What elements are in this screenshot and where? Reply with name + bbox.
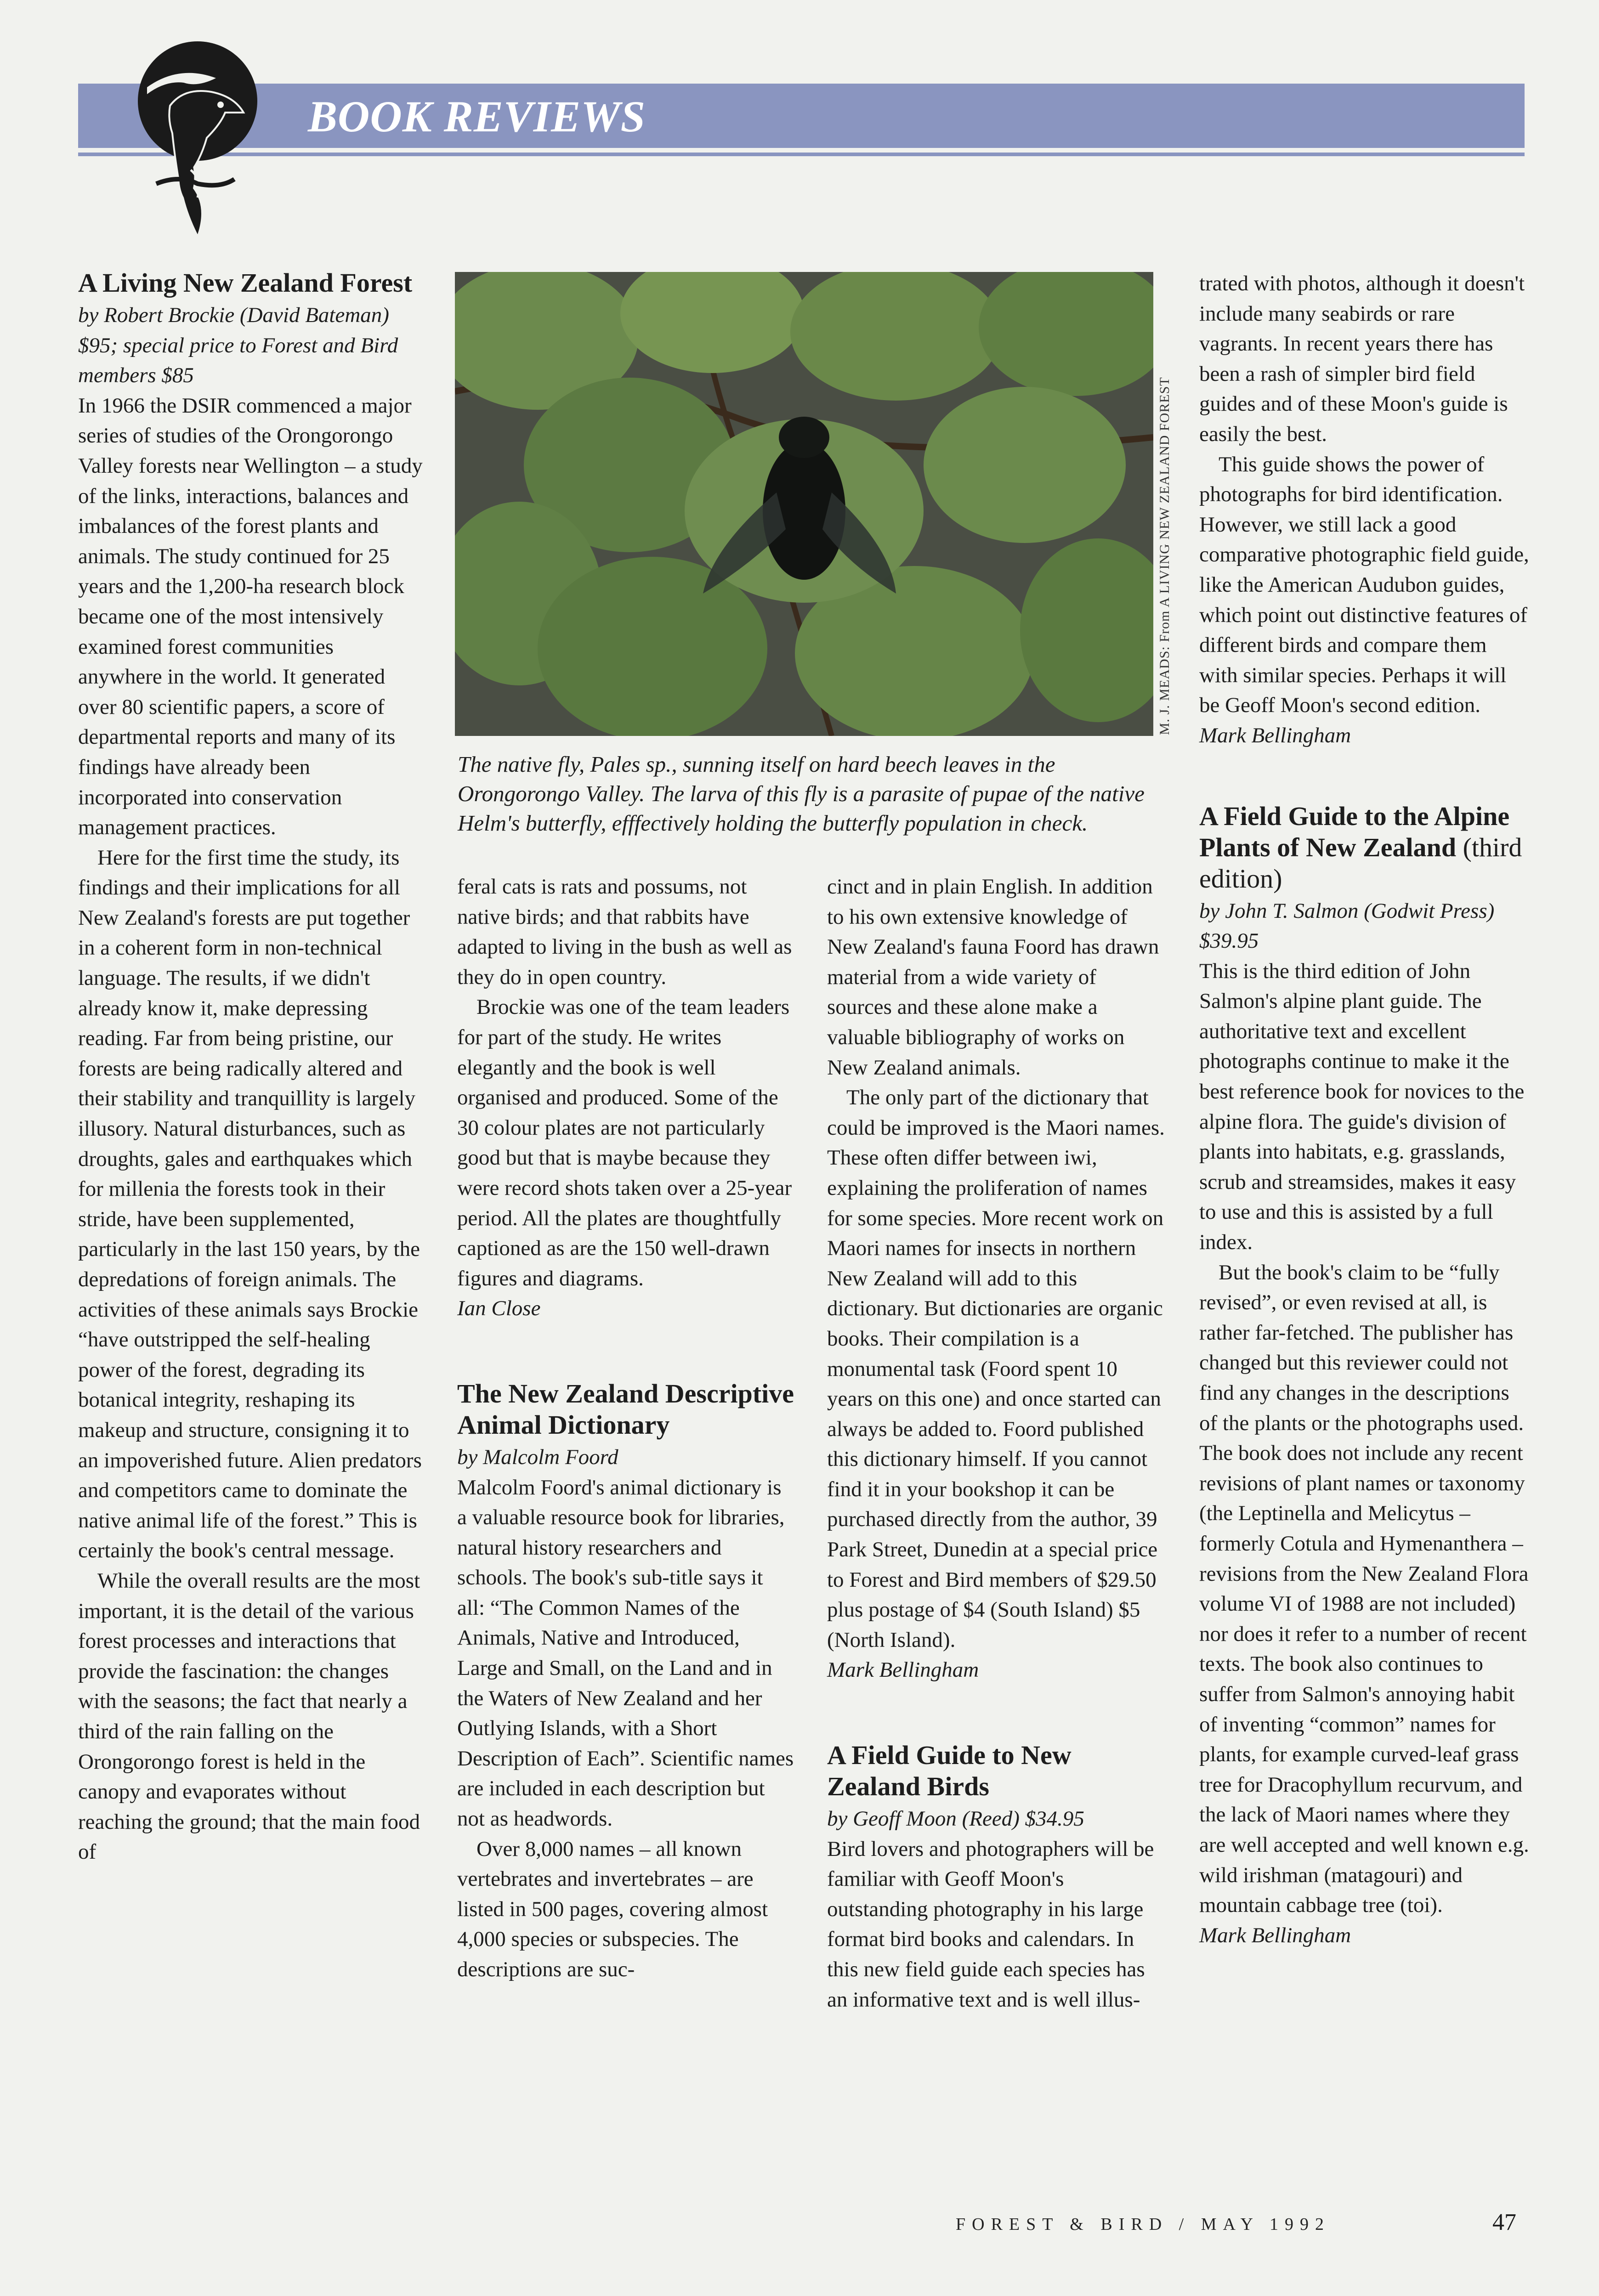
publication-footer: FOREST & BIRD / MAY 1992	[956, 2215, 1330, 2234]
column-3	[827, 872, 1165, 2015]
reviewer-name: Mark Bellingham	[1199, 1923, 1351, 1947]
column-1	[78, 267, 423, 1867]
review-paragraph: In 1966 the DSIR commenced a major series of studies of the Orongorongo Valley forests near Wellington – a study of the links, interactions, balances and imbalances of the forest plants and animals. The study continued for 25 years and the 1,200-ha research block became one of the most intensively examined forest communities anywhere in the world. It generated over 80 scientific papers, a score of departmental reports and many of its findings have already been incorporated into conservation management practices.	[78, 393, 423, 840]
review-paragraph: trated with photos, although it doesn't include many seabirds or rare vagrants. In recent years there has been a rash of simpler bird field guides and of these Moon's guide is easily the best.	[1199, 271, 1525, 446]
review-paragraph: cinct and in plain English. In addition to his own extensive knowledge of New Zealand's fauna Foord has drawn material from a wide variety of sources and these alone make a valuable bibliography of works on New Zealand animals.	[827, 875, 1159, 1080]
fly-on-beech-leaves-photo	[455, 272, 1153, 736]
review-paragraph: Over 8,000 names – all known vertebrates and invertebrates – are listed in 500 pages, covering almost 4,000 species or subspecies. The descriptions are suc-	[457, 1837, 768, 1981]
review-byline: by Malcolm Foord	[457, 1445, 618, 1469]
review-paragraph: This is the third edition of John Salmon's alpine plant guide. The authoritative text and excellent photographs continue to make it the best reference book for novices to the alpine flora. The guide's division of plants into habitats, e.g. grasslands, scrub and streamsides, makes it easy to use and this is assisted by a full index.	[1199, 959, 1525, 1255]
review-paragraph: feral cats is rats and possums, not native birds; and that rabbits have adapted to living in the bush as well as they do in open country.	[457, 875, 792, 989]
page-number: 47	[1492, 2209, 1516, 2235]
review-title: A Field Guide to New Zealand Birds	[827, 1740, 1072, 1802]
section-title: BOOK REVIEWS	[308, 92, 646, 141]
review-paragraph: The only part of the dictionary that could be improved is the Maori names. These often differ between iwi, explaining the proliferation of names for some species. More recent work on Maori names for insects in northern New Zealand will add to this dictionary. But dictionaries are organic books. Their compilation is a monumental task (Foord spent 10 years on this one) and once started can always be added to. Foord published this dictionary himself. If you cannot find it in your bookshop it can be purchased directly from the author, 39 Park Street, Dunedin at a special price to Forest and Bird members of $29.50 plus postage of $4 (South Island) $5 (North Island).	[827, 1086, 1165, 1652]
review-title	[1199, 801, 1530, 894]
reviewer-name: Ian Close	[457, 1296, 541, 1321]
header-rule	[78, 153, 1525, 156]
review-title: The New Zealand Descriptive Animal Dictionary	[457, 1378, 794, 1440]
review-paragraph: While the overall results are the most important, it is the detail of the various forest processes and interactions that provide the fascination: the changes with the seasons; the fact that nearly a third of the rain falling on the Orongorongo forest is held in the canopy and evaporates without reaching the ground; that the main food of	[78, 1568, 420, 1864]
review-paragraph: But the book's claim to be “fully revised”, or even revised at all, is rather far-fetched. The publisher has changed but this reviewer could not find any changes in the descriptions of the plants or the photographs used. The book does not include any recent revisions of plant names or taxonomy (the Leptinella and Melicytus – formerly Cotula and Hymenanthera – revisions from the New Zealand Flora volume VI of 1988 are not included) nor does it refer to a number of recent texts. The book also continues to suffer from Salmon's annoying habit of inventing “common” names for plants, for example curved-leaf grass tree for Dracophyllum recurvum, and the lack of Maori names where they are well accepted and well known e.g. wild irishman (matagouri) and mountain cabbage tree (toi).	[1199, 1260, 1529, 1917]
reviewer-name: Mark Bellingham	[1199, 723, 1351, 747]
photo-caption: The native fly, Pales sp., sunning itself on hard beech leaves in the Orongorongo Valley. The larva of this fly is a parasite of pupae of the native Helm's butterfly, efffectively holding the butterfly population in check.	[458, 752, 1145, 836]
review-paragraph: Brockie was one of the team leaders for part of the study. He writes elegantly and the book is well organised and produced. Some of the 30 colour plates are not particularly good but that is maybe because they were record shots taken over a 25-year period. All the plates are thoughtfully captioned as are the 150 well-drawn figures and diagrams.	[457, 995, 792, 1290]
review-paragraph: This guide shows the power of photographs for bird identification. However, we still lack a good comparative photographic field guide, like the American Audubon guides, which point out distinctive features of different birds and compare them with similar species. Perhaps it will be Geoff Moon's second edition.	[1199, 452, 1529, 718]
tui-bird-logo-icon	[129, 32, 266, 243]
photo-credit	[1152, 276, 1180, 735]
review-paragraph: Here for the first time the study, its findings and their implications for all New Zealand's forests are put together in a coherent form in non-technical language. The results, if we didn't already know it, make depressing reading. Far from being pristine, our forests are being radically altered and their stability and tranquillity is largely illusory. Natural disturbances, such as droughts, gales and earthquakes which for millenia the forests took in their stride, have been supplemented, particularly in the last 150 years, by the depredations of foreign animals. The activities of these animals says Brockie “have outstripped the self-healing power of the forest, degrading its botanical integrity, reshaping its makeup and structure, consigning it to an impoverished future. Alien predators and competitors came to dominate the native animal life of the forest.” This is certainly the book's central message.	[78, 845, 422, 1563]
review-paragraph: Malcolm Foord's animal dictionary is a valuable resource book for libraries, natural history researchers and schools. The book's sub-title says it all: “The Common Names of the Animals, Native and Introduced, Large and Small, on the Land and in the Waters of New Zealand and her Outlying Islands, with a Short Description of Each”. Scientific names are included in each description but not as headwords.	[457, 1475, 794, 1831]
review-paragraph: Bird lovers and photographers will be familiar with Geoff Moon's outstanding photography in his large format bird books and calendars. In this new field guide each species has an informative text and is well illus-	[827, 1837, 1154, 2012]
column-2	[457, 872, 795, 1985]
review-title-text: A Field Guide to the Alpine Plants of New Zealand	[1199, 801, 1510, 862]
photo-illustration	[455, 272, 1153, 736]
header-band	[78, 84, 1525, 148]
review-byline: by Robert Brockie (David Bateman) $95; special price to Forest and Bird members $85	[78, 303, 398, 388]
review-byline: by John T. Salmon (Godwit Press) $39.95	[1199, 899, 1495, 953]
review-byline: by Geoff Moon (Reed) $34.95	[827, 1807, 1084, 1831]
review-title: A Living New Zealand Forest	[78, 268, 413, 298]
photo-credit-text: M. J. MEADS: From A LIVING NEW ZEALAND FOREST	[1157, 377, 1172, 735]
reviewer-name: Mark Bellingham	[827, 1658, 979, 1682]
column-4	[1199, 269, 1530, 1951]
review-title-suffix: (third edition)	[1199, 832, 1522, 894]
